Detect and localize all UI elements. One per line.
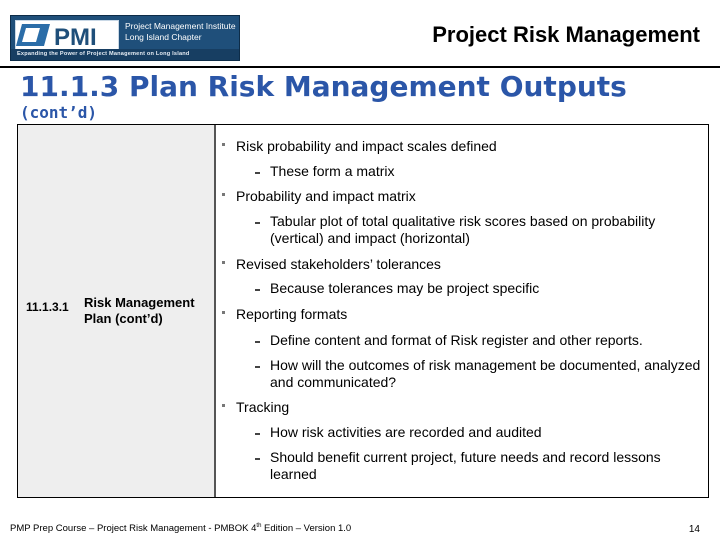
section-name: Risk Management Plan (cont’d) [84,295,195,326]
bullet-text: Revised stakeholders’ tolerances [236,256,441,272]
header-divider [0,66,720,68]
sub-bullet-text: Because tolerances may be project specific [270,280,540,296]
sub-bullet-item [270,213,710,247]
slide-title: 11.1.3 Plan Risk Management Outputs [20,70,627,103]
bullet-list-cell [216,125,708,497]
logo-org-line1: Project Management Institute [125,21,236,31]
footer-text-after: Edition – Version 1.0 [261,523,352,535]
sub-bullet-text: How risk activities are recorded and audited [270,424,542,440]
bullet-marker [222,143,225,146]
bullet-item [236,306,347,322]
bullet-marker [222,193,225,196]
logo-mark-text: PMI [54,24,97,49]
bullet-marker [222,311,225,314]
sub-bullet-item [270,163,710,180]
sub-bullet-text: How will the outcomes of risk management be documented, analyzed and communicated? [270,357,701,390]
dash-marker [255,433,260,435]
bullet-item [236,399,289,415]
pmi-logo [10,15,240,61]
bullet-item [236,256,441,272]
page-number: 14 [688,524,700,535]
sub-bullet-text: Should benefit current project, future needs and record lessons learned [270,449,661,482]
sub-bullet-item [270,357,710,391]
footer-edition-sup: th [256,523,262,529]
sub-bullet-item [270,280,710,297]
content-table [17,124,709,498]
logo-org-line2: Long Island Chapter [125,32,202,42]
dash-marker [255,458,260,460]
sub-bullet-item [270,449,710,483]
footer-course-info [10,523,351,534]
bullet-marker [222,404,225,407]
bullet-text: Risk probability and impact scales defined [236,138,497,154]
dash-marker [255,289,260,291]
logo-tagline: Expanding the Power of Project Management on Long Island [11,49,239,60]
pmi-logo-mark [15,20,119,50]
sub-bullet-text: Tabular plot of total qualitative risk scores based on probability (vertical) and impact (horizontal) [270,213,656,246]
dash-marker [255,172,260,174]
dash-marker [255,222,260,224]
bullet-text: Probability and impact matrix [236,188,416,204]
bullet-item [236,138,497,154]
sub-bullet-text: These form a matrix [270,163,395,179]
slide-subtitle: (cont’d) [20,103,98,122]
sub-bullet-text: Define content and format of Risk register and other reports. [270,332,643,348]
dash-marker [255,341,260,343]
bullet-item [236,188,416,204]
dash-marker [255,366,260,368]
bullet-text: Reporting formats [236,306,348,322]
sub-bullet-item [270,424,710,441]
logo-org-name [125,21,237,43]
bullet-marker [222,261,225,264]
footer-text-before: PMP Prep Course – Project Risk Management - PMBOK 4 [10,523,257,535]
bullet-text: Tracking [236,399,290,415]
section-number: 11.1.3.1 [26,300,69,314]
sub-bullet-item [270,332,710,349]
section-label-cell [18,125,216,497]
slide-header: Project Risk Management [432,22,700,47]
